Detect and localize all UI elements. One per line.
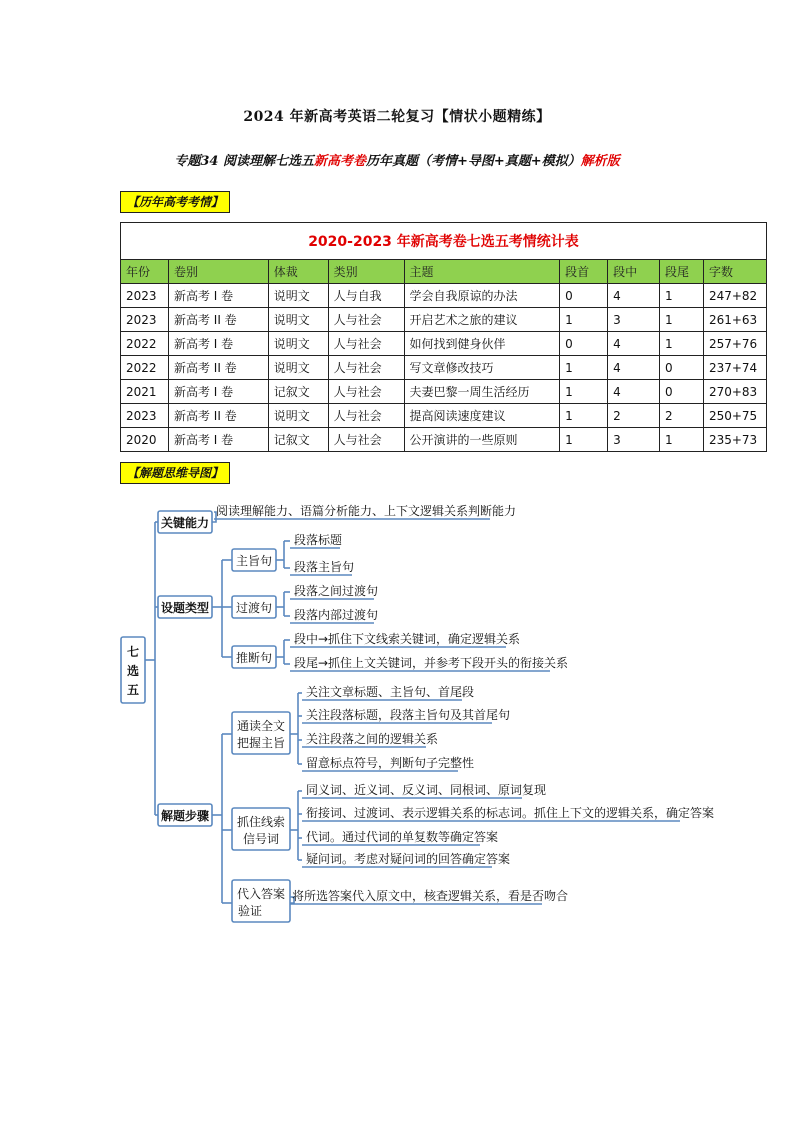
document-title: 2024 年新高考英语二轮复习【情状小题精练】 — [243, 109, 551, 125]
subtitle-exam: 新高考卷 — [313, 154, 366, 169]
table-cell: 说明文 — [268, 356, 328, 380]
table-cell: 人与社会 — [328, 308, 404, 332]
table-cell: 261+63 — [703, 308, 766, 332]
table-cell: 3 — [608, 308, 660, 332]
table-cell: 说明文 — [268, 404, 328, 428]
table-cell: 2023 — [121, 284, 169, 308]
header-category: 类别 — [328, 260, 404, 284]
read-through-label-line2: 把握主旨 — [236, 736, 286, 750]
table-cell: 1 — [560, 380, 608, 404]
steps-label: 解题步骤 — [160, 809, 210, 823]
header-genre: 体裁 — [268, 260, 328, 284]
clue-leaf-1: 同义词、近义词、反义词、同根词、原词复现 — [306, 783, 547, 797]
inference-sentence-label: 推断句 — [235, 651, 273, 665]
clues-label-line1: 抓住线索 — [236, 815, 286, 829]
table-cell: 提高阅读速度建议 — [404, 404, 560, 428]
table-cell: 新高考 II 卷 — [168, 356, 268, 380]
table-cell: 2022 — [121, 332, 169, 356]
table-cell: 人与社会 — [328, 332, 404, 356]
topic-leaf-2: 段落主旨句 — [294, 560, 355, 574]
table-cell: 2022 — [121, 356, 169, 380]
table-cell: 夫妻巴黎一周生活经历 — [404, 380, 560, 404]
table-cell: 4 — [608, 380, 660, 404]
table-cell: 2023 — [121, 404, 169, 428]
table-cell: 250+75 — [703, 404, 766, 428]
transition-leaf-1: 段落之间过渡句 — [294, 584, 379, 598]
table-cell: 1 — [660, 428, 704, 452]
read-leaf-1: 关注文章标题、主旨句、首尾段 — [306, 685, 475, 699]
table-cell: 237+74 — [703, 356, 766, 380]
section-tag-history: 【历年高考考情】 — [120, 191, 230, 213]
table-cell: 人与社会 — [328, 380, 404, 404]
read-leaf-3: 关注段落之间的逻辑关系 — [306, 732, 439, 746]
question-types-label: 设题类型 — [160, 601, 210, 615]
table-cell: 新高考 I 卷 — [168, 284, 268, 308]
table-cell: 如何找到健身伙伴 — [404, 332, 560, 356]
key-ability-label: 关键能力 — [160, 516, 210, 530]
table-cell: 公开演讲的一些原则 — [404, 428, 560, 452]
topic-sentence-label: 主旨句 — [235, 554, 273, 568]
key-ability-text: 阅读理解能力、语篇分析能力、上下文逻辑关系判断能力 — [216, 504, 517, 518]
table-cell: 247+82 — [703, 284, 766, 308]
table-cell: 4 — [608, 284, 660, 308]
table-cell: 2 — [660, 404, 704, 428]
table-cell: 1 — [560, 308, 608, 332]
table-cell: 2023 — [121, 308, 169, 332]
verify-label-line1: 代入答案 — [236, 887, 286, 901]
table-cell: 新高考 II 卷 — [168, 404, 268, 428]
table-cell: 写文章修改技巧 — [404, 356, 560, 380]
section-tag-mindmap: 【解题思维导图】 — [120, 462, 230, 484]
table-cell: 人与社会 — [328, 356, 404, 380]
header-topic: 主题 — [404, 260, 560, 284]
table-cell: 开启艺术之旅的建议 — [404, 308, 560, 332]
transition-leaf-2: 段落内部过渡句 — [294, 608, 379, 622]
table-cell: 1 — [660, 308, 704, 332]
table-cell: 0 — [560, 284, 608, 308]
table-cell: 0 — [660, 356, 704, 380]
table-cell: 1 — [660, 332, 704, 356]
table-cell: 1 — [560, 404, 608, 428]
root-char-3: 五 — [126, 683, 140, 697]
read-leaf-4: 留意标点符号，判断句子完整性 — [306, 756, 475, 770]
table-cell: 人与社会 — [328, 404, 404, 428]
table-cell: 2021 — [121, 380, 169, 404]
table-cell: 学会自我原谅的办法 — [404, 284, 560, 308]
verify-label-line2: 验证 — [237, 904, 263, 918]
topic-leaf-1: 段落标题 — [294, 533, 343, 547]
table-cell: 新高考 II 卷 — [168, 308, 268, 332]
table-cell: 257+76 — [703, 332, 766, 356]
root-char-2: 选 — [126, 664, 140, 678]
table-cell: 270+83 — [703, 380, 766, 404]
table-cell: 4 — [608, 332, 660, 356]
table-cell: 1 — [560, 428, 608, 452]
clues-label-line2: 信号词 — [242, 832, 280, 846]
subtitle-content: 历年真题（考情+导图+真题+模拟） — [365, 154, 581, 169]
read-leaf-2: 关注段落标题，段落主旨句及其首尾句 — [306, 708, 511, 722]
read-through-label-line1: 通读全文 — [236, 719, 286, 733]
header-paper: 卷别 — [168, 260, 268, 284]
table-cell: 新高考 I 卷 — [168, 428, 268, 452]
table-cell: 新高考 I 卷 — [168, 332, 268, 356]
table-cell: 2 — [608, 404, 660, 428]
table-cell: 说明文 — [268, 284, 328, 308]
table-cell: 记叙文 — [268, 380, 328, 404]
table-cell: 4 — [608, 356, 660, 380]
table-cell: 235+73 — [703, 428, 766, 452]
header-word-count: 字数 — [703, 260, 766, 284]
table-cell: 说明文 — [268, 332, 328, 356]
header-para-middle: 段中 — [608, 260, 660, 284]
subtitle-version: 解析版 — [580, 154, 620, 169]
table-cell: 1 — [660, 284, 704, 308]
header-para-end: 段尾 — [660, 260, 704, 284]
table-cell: 新高考 I 卷 — [168, 380, 268, 404]
table-cell: 3 — [608, 428, 660, 452]
clue-leaf-3: 代词。通过代词的单复数等确定答案 — [306, 830, 499, 844]
table-cell: 说明文 — [268, 308, 328, 332]
table-cell: 人与社会 — [328, 428, 404, 452]
table-cell: 0 — [660, 380, 704, 404]
table-caption: 2020-2023 年新高考卷七选五考情统计表 — [121, 223, 767, 260]
table-cell: 2020 — [121, 428, 169, 452]
root-char-1: 七 — [126, 645, 140, 659]
subtitle-topic: 专题34 阅读理解七选五 — [174, 154, 314, 169]
table-cell: 记叙文 — [268, 428, 328, 452]
header-para-start: 段首 — [560, 260, 608, 284]
clue-leaf-4: 疑问词。考虑对疑问词的回答确定答案 — [306, 852, 511, 866]
inference-leaf-1: 段中→抓住下文线索关键词，确定逻辑关系 — [294, 632, 521, 646]
inference-leaf-2: 段尾→抓住上文关键词，并参考下段开头的衔接关系 — [294, 656, 569, 670]
table-cell: 0 — [560, 332, 608, 356]
verify-text: 将所选答案代入原文中，核查逻辑关系，看是否吻合 — [292, 889, 569, 903]
table-cell: 人与自我 — [328, 284, 404, 308]
table-cell: 1 — [560, 356, 608, 380]
header-year: 年份 — [121, 260, 169, 284]
transition-sentence-label: 过渡句 — [235, 601, 273, 615]
clue-leaf-2: 衔接词、过渡词、表示逻辑关系的标志词。抓住上下文的逻辑关系，确定答案 — [306, 806, 715, 820]
